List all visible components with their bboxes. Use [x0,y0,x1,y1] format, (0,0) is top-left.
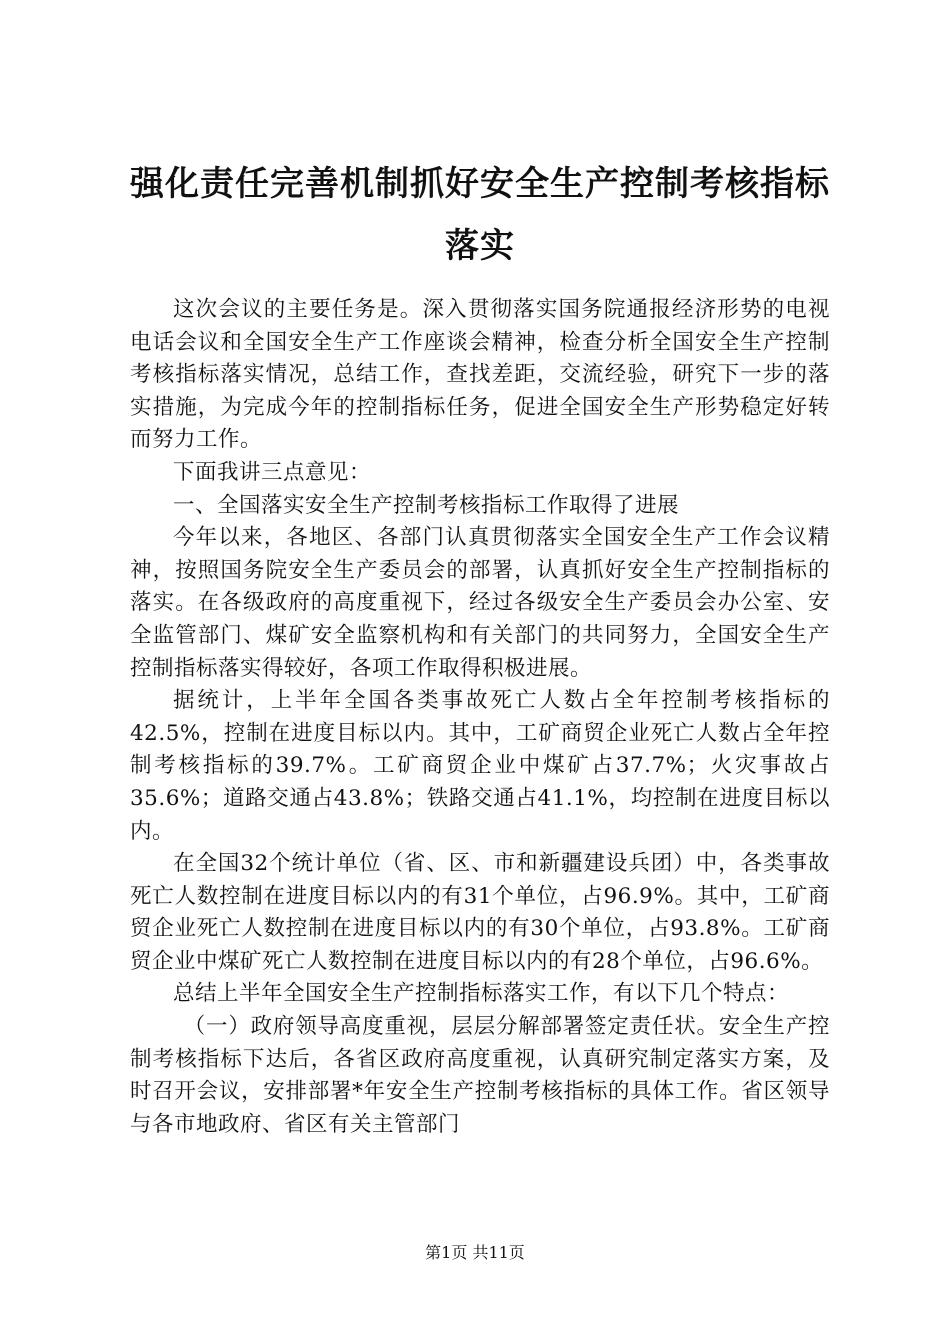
page-footer: 第1页 共11页 [425,1243,525,1262]
document-title-line-1: 强化责任完善机制抓好安全生产控制考核指标 [130,164,830,204]
document-title-line-2: 落实 [445,226,515,266]
paragraph-intro: 这次会议的主要任务是。深入贯彻落实国务院通报经济形势的电视电话会议和全国安全生产工作座谈会精神，检查分析全国安全生产控制考核指标落实情况，总结工作，查找差距，交流经验，研究下一步的落实措施，为完成今年的控制指标任务，促进全国安全生产形势稳定好转而努力工作。 [130,297,830,453]
paragraph-progress: 今年以来，各地区、各部门认真贯彻落实全国安全生产工作会议精神，按照国务院安全生产委员会的部署，认真抓好安全生产控制指标的落实。在各级政府的高度重视下，经过各级安全生产委员会办公室、安全监管部门、煤矿安全监察机构和有关部门的共同努力，全国安全生产控制指标落实得较好，各项工作取得积极进展。 [130,525,830,681]
paragraph-units: 在全国32个统计单位（省、区、市和新疆建设兵团）中，各类事故死亡人数控制在进度目标以内的有31个单位，占96.9%。其中，工矿商贸企业死亡人数控制在进度目标以内的有30个单位，占93.8%。工矿商贸企业中煤矿死亡人数控制在进度目标以内的有28个单位，占96.6%。 [130,851,830,974]
section-heading-1: 一、全国落实安全生产控制考核指标工作取得了进展 [173,492,680,518]
paragraph-feature-1: （一）政府领导高度重视，层层分解部署签定责任状。安全生产控制考核指标下达后，各省区政府高度重视，认真研究制定落实方案，及时召开会议，安排部署*年安全生产控制考核指标的具体工作。省区领导与各市地政府、省区有关主管部门 [130,1014,830,1137]
paragraph-features: 总结上半年全国安全生产控制指标落实工作，有以下几个特点： [173,981,790,1007]
paragraph-statistics: 据统计，上半年全国各类事故死亡人数占全年控制考核指标的42.5%，控制在进度目标以内。其中，工矿商贸企业死亡人数占全年控制考核指标的39.7%。工矿商贸企业中煤矿占37.7%；火灾事故占35.6%；道路交通占43.8%；铁路交通占41.1%，均控制在进度目标以内。 [130,688,830,844]
document-body [130,294,830,1141]
paragraph-three-points: 下面我讲三点意见： [173,459,372,485]
